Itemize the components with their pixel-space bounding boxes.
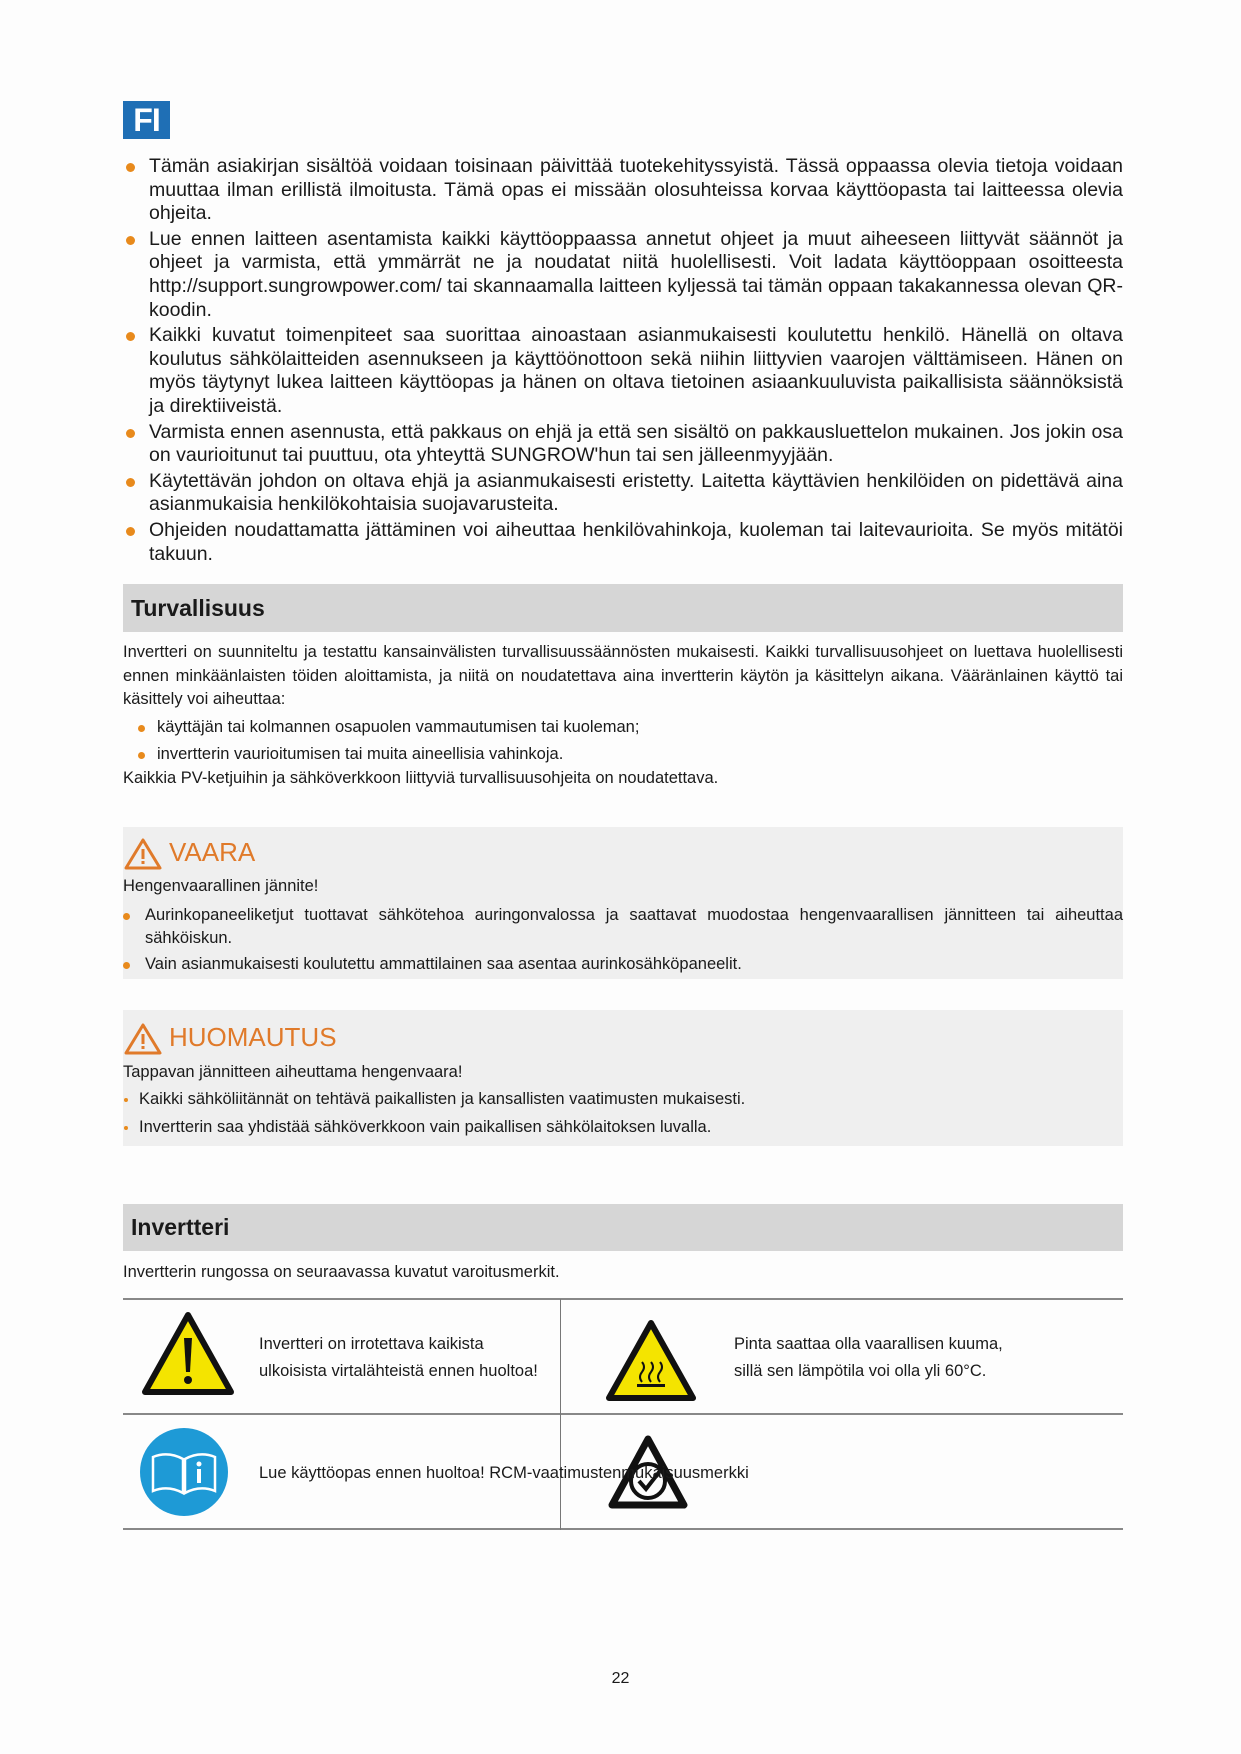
warning-triangle-icon (123, 1022, 163, 1056)
bullet-text: Varmista ennen asennusta, että pakkaus on ehjä ja että sen sisältö on pakkausluettelon mukainen. Jos jokin osa on vaurioitunut tai puuttuu, ota yhteyttä SUNGROW'hun tai sen jälleenmyyjään. (149, 420, 1123, 467)
read-manual-icon (139, 1427, 229, 1517)
hot-surface-icon (604, 1318, 698, 1404)
bullet-text: käyttäjän tai kolmannen osapuolen vammautumisen tai kuoleman; (157, 717, 640, 736)
list-item (123, 155, 1123, 226)
list-item (123, 519, 1123, 566)
list-item (123, 324, 1123, 418)
danger-box (123, 827, 1123, 979)
safety-closing: Kaikkia PV-ketjuihin ja sähköverkkoon liittyviä turvallisuusohjeita on noudatettava. (123, 768, 719, 787)
warning-triangle-icon (123, 837, 163, 871)
sign-text-line: ulkoisista virtalähteistä ennen huoltoa! (259, 1361, 538, 1380)
list-item (123, 228, 1123, 322)
bullet-icon (126, 163, 135, 172)
bullet-icon (123, 913, 130, 920)
list-item (123, 421, 1123, 468)
sign-description (259, 1333, 538, 1383)
bullet-icon (126, 429, 135, 438)
bullet-icon (126, 236, 135, 245)
bullet-text: invertterin vaurioitumisen tai muita aineellisia vahinkoja. (157, 745, 564, 763)
bullet-icon (138, 752, 145, 759)
section-heading-inverter: Invertteri (123, 1204, 1123, 1251)
list-item (123, 743, 1123, 767)
bullet-icon (124, 1126, 128, 1130)
danger-subtitle: Hengenvaarallinen jännite! (123, 877, 319, 895)
list-item (123, 904, 1123, 951)
inverter-intro: Invertterin rungossa on seuraavassa kuvatut varoitusmerkit. (123, 1263, 560, 1281)
notice-box (123, 1010, 1123, 1146)
bullet-text: Käytettävän johdon on oltava ehjä ja asianmukaisesti eristetty. Laitetta käyttävien henkilöiden on pidettävä aina asianmukaisia henkilökohtaisia suojavarusteita. (149, 469, 1123, 516)
sign-description: Lue käyttöopas ennen huoltoa! RCM-vaatimustenmukaisuusmerkki (259, 1464, 749, 1482)
safety-section (123, 641, 1123, 790)
notice-subtitle: Tappavan jännitteen aiheuttama hengenvaara! (123, 1063, 463, 1081)
bullet-text: Ohjeiden noudattamatta jättäminen voi aiheuttaa henkilövahinkoja, kuoleman tai laitevaurioita. Se myös mitätöi takuun. (149, 518, 1123, 565)
bullet-text: Aurinkopaneeliketjut tuottavat sähkötehoa auringonvalossa ja saattavat muodostaa hengenvaarallisen jännitteen tai aiheuttaa sähköiskun. (145, 905, 1123, 947)
general-warning-icon (140, 1310, 236, 1398)
bullet-text: Kaikki sähköliitännät on tehtävä paikallisten ja kansallisten vaatimusten mukaisesti. (139, 1089, 746, 1108)
intro-bullet-list (123, 155, 1123, 568)
list-item (123, 953, 1123, 977)
list-item (123, 1088, 1123, 1112)
language-badge: FI (123, 101, 170, 139)
bullet-text: Invertterin saa yhdistää sähköverkkoon vain paikallisen sähkölaitoksen luvalla. (139, 1118, 712, 1136)
sign-text-line: sillä sen lämpötila voi olla yli 60°C. (734, 1361, 987, 1380)
bullet-icon (126, 527, 135, 536)
bullet-text: Kaikki kuvatut toimenpiteet saa suorittaa ainoastaan asianmukaisesti koulutettu henkilö. Hänellä on oltava koulutus sähkölaitteiden asennukseen ja käyttöönottoon sekä niihin liittyvien vaarojen välttämiseen. Hänen on myös täytynyt lukea laitteen käyttöopas ja hänen on oltava tietoinen asiaankuuluvista paikallisista säännöksistä ja direktiiveistä. (149, 324, 1123, 417)
bullet-icon (126, 332, 135, 341)
table-divider (560, 1299, 561, 1530)
sign-text-line: Invertteri on irrotettava kaikista (259, 1335, 484, 1353)
table-rule (123, 1298, 1123, 1300)
list-item (123, 716, 1123, 740)
list-item (123, 470, 1123, 517)
danger-title: VAARA (169, 837, 256, 867)
bullet-text: Vain asianmukaisesti koulutettu ammattilainen saa asentaa aurinkosähköpaneelit. (145, 954, 742, 973)
sign-text-line: Pinta saattaa olla vaarallisen kuuma, (734, 1335, 1003, 1353)
bullet-icon (124, 1098, 128, 1102)
bullet-icon (138, 725, 145, 732)
bullet-icon (126, 478, 135, 487)
table-rule (123, 1528, 1123, 1530)
table-rule (123, 1413, 1123, 1415)
list-item (123, 1116, 1123, 1140)
bullet-icon (123, 962, 130, 969)
sign-description (734, 1333, 1003, 1383)
safety-paragraph: Invertteri on suunniteltu ja testattu kansainvälisten turvallisuussäännösten mukaisesti. Kaikki turvallisuusohjeet on luettava huolellisesti ennen minkäänlaisten töiden aloittamista, ja niitä on noudatettava aina invertterin käytön ja käsittelyn aikana. Vääränlainen käyttö tai käsittely voi aiheuttaa: (123, 643, 1123, 708)
notice-title: HUOMAUTUS (169, 1022, 337, 1052)
bullet-text: Lue ennen laitteen asentamista kaikki käyttöoppaassa annetut ohjeet ja muut aiheeseen liittyvät säännöt ja ohjeet ja varmista, että ymmärrät ne ja noudatat niitä huolellisesti. Voit ladata käyttöoppaan osoitteesta http://support.sungrowpower.com/ tai skannaamalla laitteen kyljessä tai tämän oppaan takakannessa olevan QR-koodin. (149, 227, 1123, 321)
bullet-text: Tämän asiakirjan sisältöä voidaan toisinaan päivittää tuotekehityssyistä. Tässä oppaassa olevia tietoja voidaan muuttaa ilman erillistä ilmoitusta. Tämä opas ei missään olosuhteissa korvaa käyttöopasta tai laitteessa olevia ohjeita. (149, 155, 1123, 225)
page-number: 22 (611, 1670, 630, 1687)
section-heading-safety: Turvallisuus (123, 584, 1123, 632)
